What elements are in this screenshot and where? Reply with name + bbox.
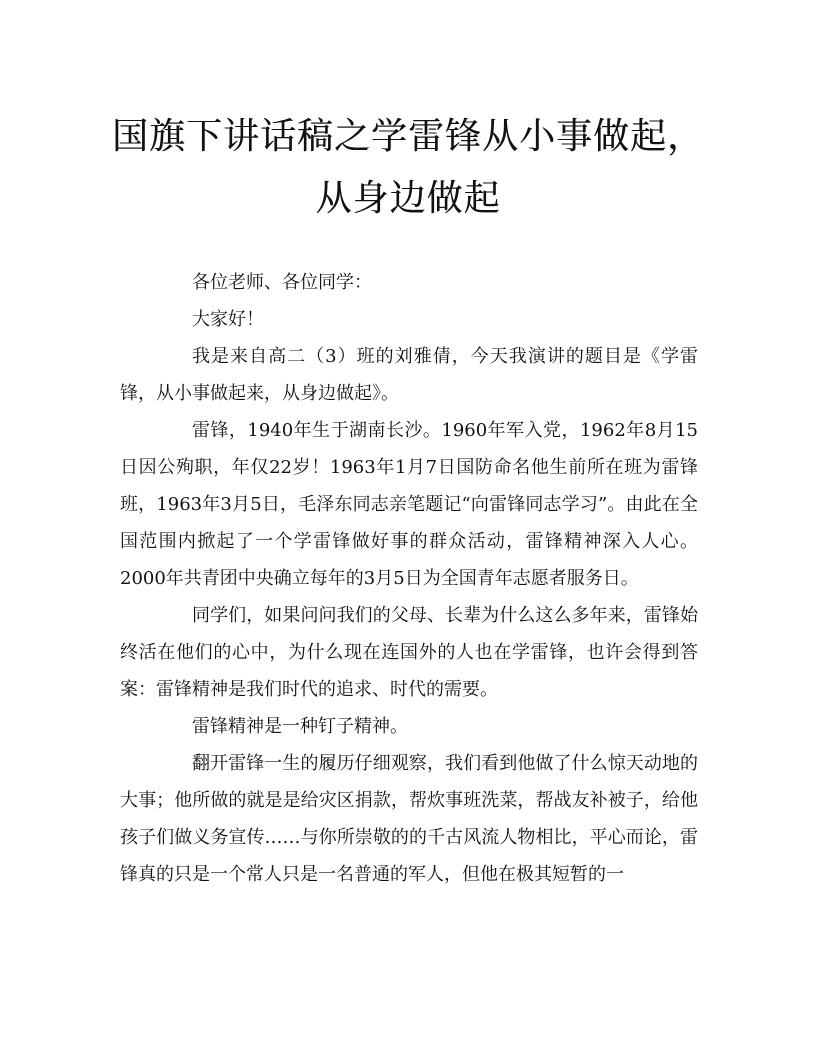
paragraph-leifeng-deeds: 翻开雷锋一生的履历仔细观察，我们看到他做了什么惊天动地的大事；他所做的就是是给灾区捐款，帮炊事班洗菜，帮战友补被子，给他孩子们做义务宣传……与你所崇敬的的千古风流人物相比，平心而论，雷锋真的只是一个常人只是一名普通的军人，但他在极其短暂的一 bbox=[120, 753, 698, 885]
paragraph-introduction: 我是来自高二（3）班的刘雅倩，今天我演讲的题目是《学雷锋，从小事做起来，从身边做起》。 bbox=[120, 346, 698, 404]
paragraph-greeting: 各位老师、各位同学： bbox=[192, 272, 372, 293]
document-body bbox=[120, 264, 698, 893]
paragraph-leifeng-history: 雷锋，1940年生于湖南长沙。1960年军入党，1962年8月15日因公殉职，年仅22岁！1963年1月7日国防命名他生前所在班为雷锋班，1963年3月5日，毛泽东同志亲笔题记“向雷锋同志学习”。由此在全国范围内掀起了一个学雷锋做好事的群众活动，雷锋精神深入人心。2000年共青团中央确立每年的3月5日为全国青年志愿者服务日。 bbox=[120, 420, 698, 589]
document-title: 国旗下讲话稿之学雷锋从小事做起，从身边做起 bbox=[111, 116, 704, 219]
paragraph-hello: 大家好！ bbox=[192, 309, 264, 330]
paragraph-nail-spirit: 雷锋精神是一种钉子精神。 bbox=[192, 716, 408, 737]
paragraph-leifeng-spirit-question: 同学们，如果问问我们的父母、长辈为什么这么多年来，雷锋始终活在他们的心中，为什么现在连国外的人也在学雷锋，也许会得到答案：雷锋精神是我们时代的追求、时代的需要。 bbox=[120, 605, 698, 700]
